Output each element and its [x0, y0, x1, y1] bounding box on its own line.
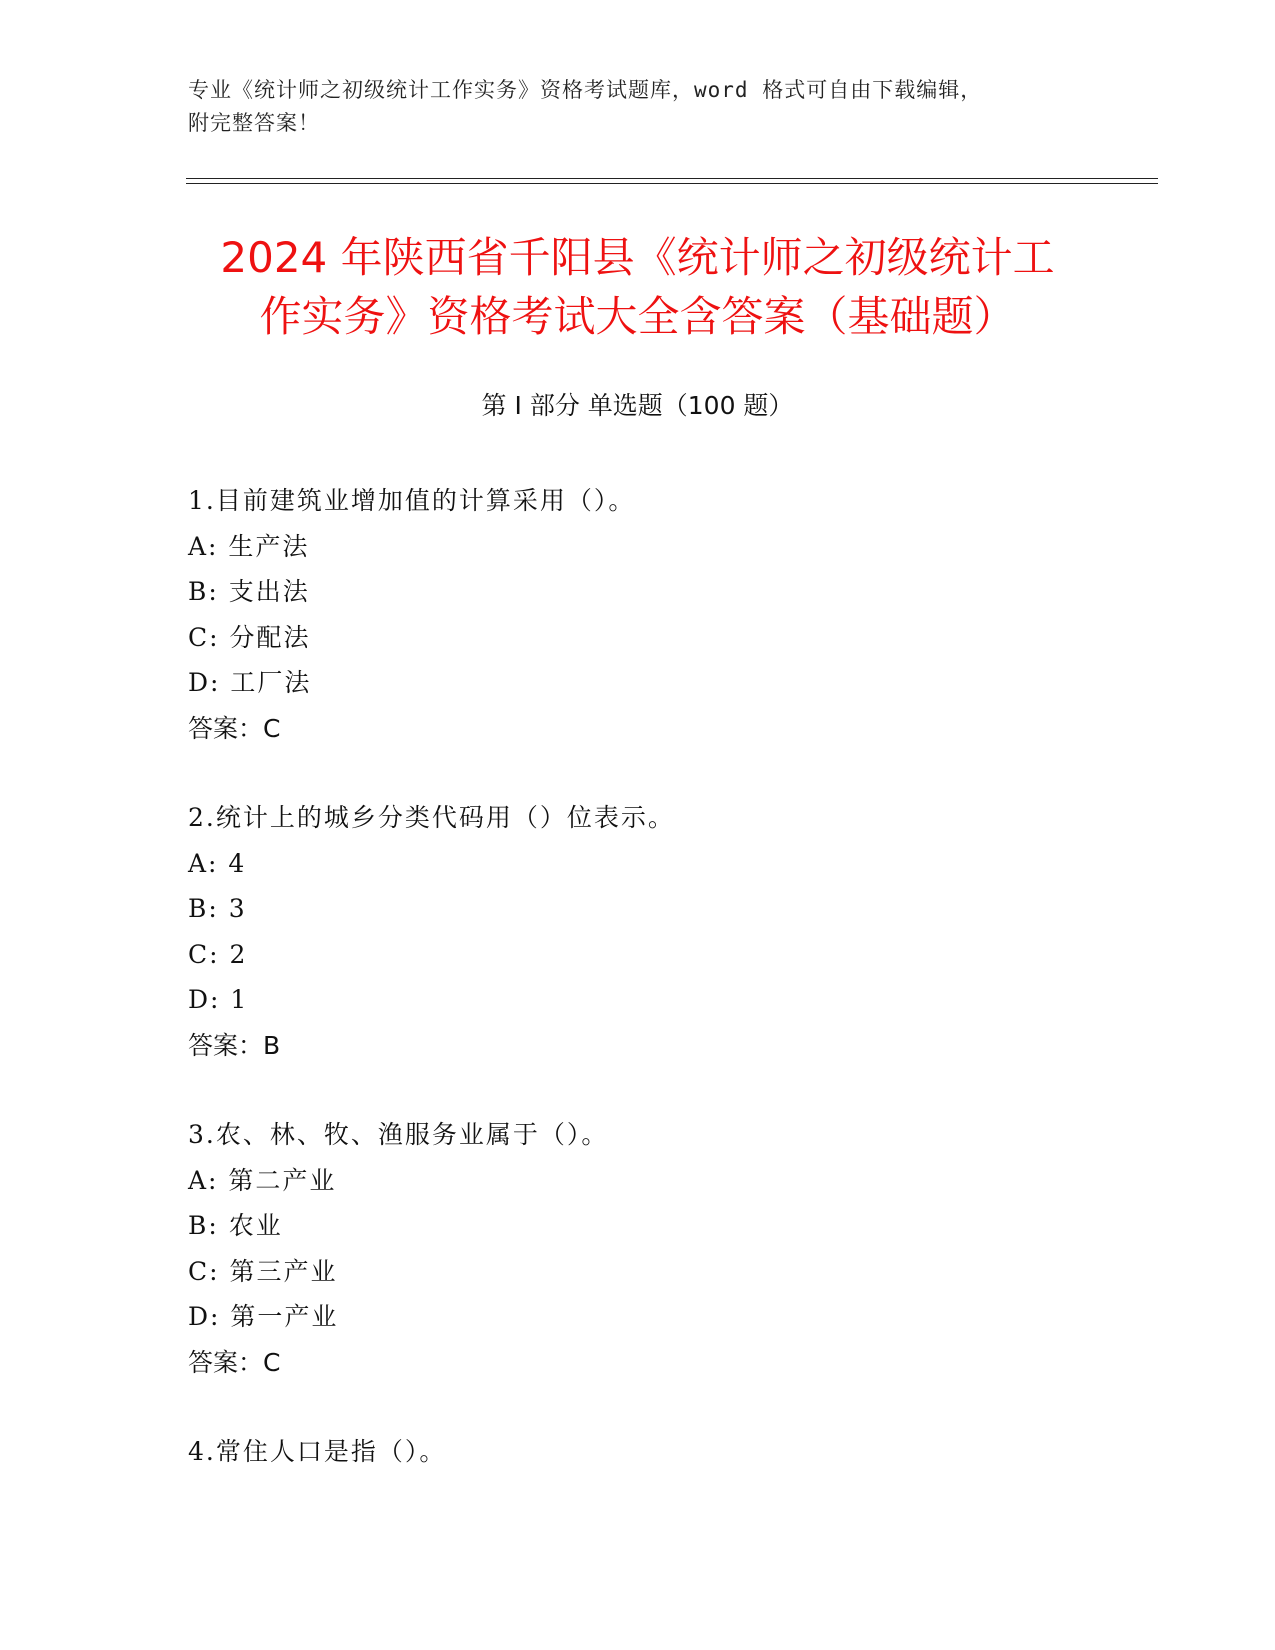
header-note: [188, 74, 1088, 140]
question-list: [188, 478, 1128, 1519]
header-note-line2: 附完整答案！: [188, 111, 320, 135]
document-title: [150, 228, 1125, 346]
option-c: C: 2: [188, 939, 248, 969]
option-b: B: 支出法: [188, 577, 310, 606]
question-2: [188, 795, 1128, 1068]
question-stem: 2.统计上的城乡分类代码用（）位表示。: [188, 803, 675, 832]
header-divider-bottom: [186, 183, 1158, 184]
question-4: [188, 1429, 1128, 1475]
option-a: A: 第二产业: [188, 1165, 337, 1195]
header-divider-top: [186, 178, 1158, 179]
section-title: 第 I 部分 单选题（100 题）: [481, 391, 794, 420]
option-c: C: 第三产业: [188, 1256, 338, 1286]
answer: 答案：B: [188, 1030, 281, 1060]
option-a: A: 生产法: [188, 531, 310, 561]
question-stem: 1.目前建筑业增加值的计算采用（）。: [188, 486, 636, 515]
question-3: [188, 1112, 1128, 1385]
option-c: C: 分配法: [188, 622, 311, 652]
option-a: A: 4: [188, 848, 247, 878]
answer: 答案：C: [188, 713, 281, 743]
option-b: B: 3: [188, 894, 247, 923]
option-b: B: 农业: [188, 1211, 283, 1240]
option-d: D: 1: [188, 985, 249, 1014]
header-note-line1: 专业《统计师之初级统计工作实务》资格考试题库，word 格式可自由下载编辑，: [188, 78, 983, 102]
option-d: D: 工厂法: [188, 668, 312, 697]
document-title-line1: 2024 年陕西省千阳县《统计师之初级统计工: [220, 233, 1055, 282]
question-1: [188, 478, 1128, 751]
document-title-line2: 作实务》资格考试大全含答案（基础题）: [259, 292, 1016, 341]
answer: 答案：C: [188, 1347, 281, 1377]
question-stem: 4.常住人口是指（）。: [188, 1437, 447, 1466]
option-d: D: 第一产业: [188, 1302, 339, 1331]
question-stem: 3.农、林、牧、渔服务业属于（）。: [188, 1120, 609, 1149]
